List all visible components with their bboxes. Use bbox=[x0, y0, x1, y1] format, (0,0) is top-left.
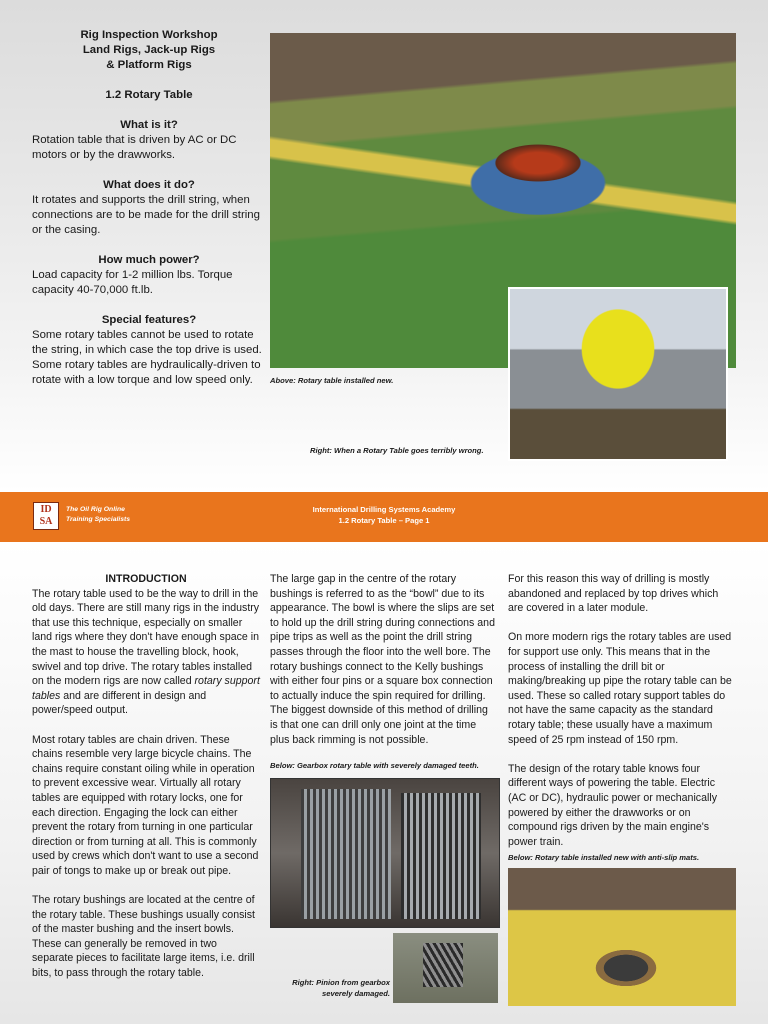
caption-rotary-installed: Above: Rotary table installed new. bbox=[270, 376, 394, 385]
body-column-2 bbox=[270, 572, 498, 747]
caption-pinion-line-1: Right: Pinion from gearbox bbox=[292, 978, 390, 987]
intro-text-a: The rotary table used to be the way to drill in the old days. There are still many rigs in the industry that use this technique, especially on smaller land rigs where they don't have enough space in the mast to house the travelling block, hook, swivel and top drive. The rotary tables installed on the modern rigs are now called bbox=[32, 587, 260, 688]
band-title bbox=[260, 504, 508, 526]
caption-anti-slip: Below: Rotary table installed new with anti-slip mats. bbox=[508, 853, 700, 862]
question-special-features: Special features? bbox=[101, 314, 197, 326]
body-column-3 bbox=[508, 572, 736, 849]
question-how-much-power: How much power? bbox=[98, 254, 200, 266]
tagline-line-1: The Oil Rig Online bbox=[66, 506, 125, 513]
caption-gearbox: Below: Gearbox rotary table with severely damaged teeth. bbox=[270, 761, 479, 770]
caption-rotary-wrong: Right: When a Rotary Table goes terribly wrong. bbox=[310, 446, 484, 455]
logo-top-letters: ID bbox=[40, 504, 52, 515]
support-table-paragraph: On more modern rigs the rotary tables are used for support use only. This means that in the process of installing the drill bit or making/breaking up pipe the rotary table can be used. These so called rotary support tables do not have the same capacity as the standard rotary table; these usually have a maximum speed of 25 rpm instead of 150 rpm. bbox=[508, 631, 732, 746]
intro-heading: INTRODUCTION bbox=[105, 573, 187, 585]
intro-paragraph-1 bbox=[32, 587, 260, 718]
gearbox-photo bbox=[270, 778, 500, 928]
caption-pinion bbox=[284, 977, 390, 999]
powering-paragraph: The design of the rotary table knows four different ways of powering the table. Electric (AC or DC), hydraulic power or mechanically powered by either the drawworks or on compound rigs driven by the main engine's power train. bbox=[508, 762, 717, 848]
workshop-title-line-1: Rig Inspection Workshop bbox=[80, 29, 218, 41]
section-title: 1.2 Rotary Table bbox=[105, 89, 193, 101]
logo-bottom-letters: SA bbox=[39, 516, 53, 527]
workshop-title-line-2: Land Rigs, Jack-up Rigs bbox=[82, 44, 216, 56]
pinion-photo bbox=[393, 933, 498, 1003]
caption-pinion-line-2: severely damaged. bbox=[322, 989, 390, 998]
bowl-paragraph: The large gap in the centre of the rotary bushings is referred to as the “bowl” due to its appearance. The bowl is where the slips are set to hold up the drill string during connections and pipe trips as well as the point the drill string passes through the floor into the well bore. The rotary bushings connect to the Kelly bushings with either four pins or a square box connection to actually induce the spin required for drilling. The biggest downside of this method of drilling is that one can drill only one joint at the time plus back rimming is not possible. bbox=[270, 573, 495, 746]
answer-what-is-it: Rotation table that is driven by AC or DC motors or by the drawworks. bbox=[32, 134, 237, 161]
academy-name: International Drilling Systems Academy bbox=[312, 505, 456, 514]
page-label: 1.2 Rotary Table – Page 1 bbox=[338, 516, 430, 525]
workshop-title-line-3: & Platform Rigs bbox=[106, 59, 192, 71]
question-what-is-it: What is it? bbox=[120, 119, 178, 131]
question-what-does-it-do: What does it do? bbox=[103, 179, 195, 191]
logo-tagline bbox=[66, 505, 130, 525]
tagline-line-2: Training Specialists bbox=[66, 516, 131, 523]
top-drive-paragraph: For this reason this way of drilling is mostly abandoned and replaced by top drives which are covered in a later module. bbox=[508, 573, 719, 615]
idsa-logo bbox=[33, 502, 59, 530]
answer-special-features: Some rotary tables cannot be used to rotate the string, in which case the top drive is used. Some rotary tables are hydraulically-driven to rotate with a low torque and low speed only. bbox=[32, 329, 262, 386]
anti-slip-mats-photo bbox=[508, 868, 736, 1006]
intro-paragraph-2: Most rotary tables are chain driven. These chains resemble very large bicycle chains. The chains require constant oiling while in operation to prevent excessive wear. Virtually all rotary tables are equipped with rotary locks, one for each direction. Engaging the lock can either prevent the rotary from turning in one particular direction or from turning at all. This is commonly used by crews which don't want to use a second pair of tongs to make up or break out pipe. bbox=[32, 733, 259, 877]
answer-what-does-it-do: It rotates and supports the drill string, when connections are to be made for the drill string or the casing. bbox=[32, 194, 260, 236]
intro-text-b: and are different in design and power/speed output. bbox=[32, 689, 207, 717]
intro-paragraph-3: The rotary bushings are located at the centre of the rotary table. These bushings usually consist of the master bushing and the insert bowls. These can generally be removed in two separate pieces to facilitate large items, i.e. drill bits, to pass through the rotary table. bbox=[32, 894, 255, 980]
intro-emphasis: rotary support tables bbox=[32, 675, 260, 702]
body-column-1 bbox=[32, 572, 260, 981]
answer-how-much-power: Load capacity for 1-2 million lbs. Torque capacity 40-70,000 ft.lb. bbox=[32, 269, 233, 296]
summary-column bbox=[32, 28, 266, 388]
damaged-rotary-table-photo bbox=[508, 287, 728, 461]
